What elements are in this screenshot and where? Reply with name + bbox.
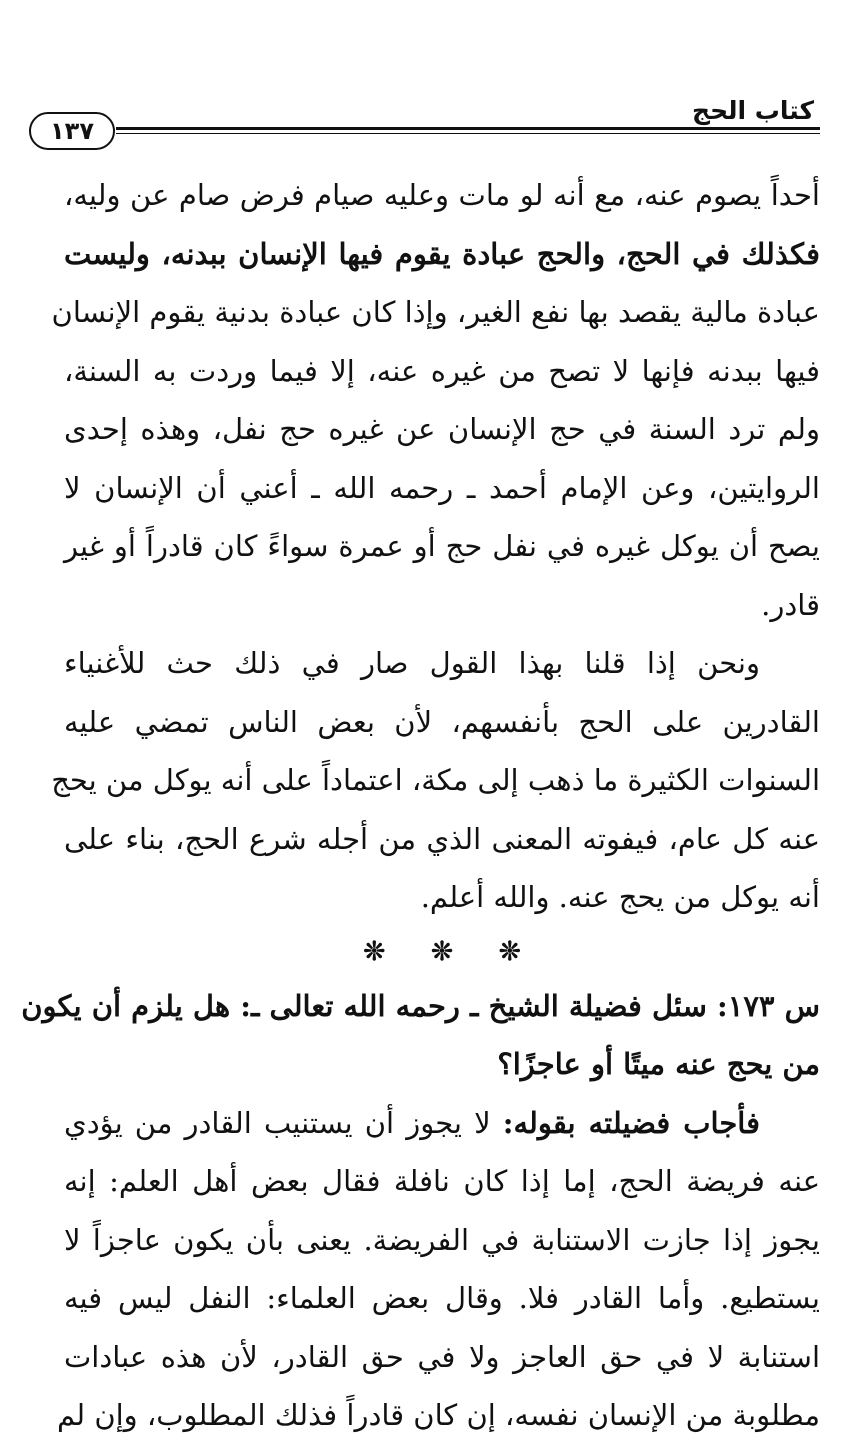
text-line: القادرين على الحج بأنفسهم، لأن بعض الناس تمضي عليه: [64, 704, 820, 739]
text-line: عبادة مالية يقصد بها نفع الغير، وإذا كان عبادة بدنية يقوم الإنسان: [51, 295, 820, 329]
asterism-icon: ❊: [498, 936, 521, 967]
answer-first-line: [64, 1094, 820, 1153]
answer-block: [56, 1094, 820, 1445]
text-line: الروايتين، وعن الإمام أحمد ـ رحمه الله ـ أعني أن الإنسان لا: [64, 470, 820, 505]
paragraph-1: [51, 166, 820, 634]
asterism-icon: ❊: [363, 936, 386, 967]
text-line: استنابة لا في حق العاجز ولا في حق القادر، لأن هذه عبادات: [64, 1339, 820, 1374]
book-title: كتاب الحج: [692, 96, 814, 125]
page-number: ١٣٧: [29, 112, 115, 150]
text-line: فكذلك في الحج، والحج عبادة يقوم فيها الإنسان ببدنه، وليست: [64, 236, 820, 271]
text-line: ونحن إذا قلنا بهذا القول صار في ذلك حث للأغنياء: [64, 646, 760, 680]
text-line: أنه يوكل من يحج عنه. والله أعلم.: [420, 880, 820, 914]
text-line: ولم ترد السنة في حج الإنسان عن غيره حج نفل، وهذه إحدى: [64, 412, 820, 446]
text-line: يصح أن يوكل غيره في نفل حج أو عمرة سواءً كان قادراً أو غير: [64, 529, 820, 563]
answer-lead: فأجاب فضيلته بقوله:: [502, 1105, 760, 1140]
text-line: عنه كل عام، فيفوته المعنى الذي من أجله شرع الحج، بناء على: [64, 821, 820, 856]
text-line: السنوات الكثيرة ما ذهب إلى مكة، اعتماداً على أنه يوكل من يحج: [51, 763, 820, 797]
question-line: س ١٧٣: سئل فضيلة الشيخ ـ رحمه الله تعالى ـ: هل يلزم أن يكون: [21, 988, 820, 1023]
answer-first-line-rest: لا يجوز أن يستنيب القادر من يؤدي: [64, 1105, 503, 1140]
text-line: يستطيع. وأما القادر فلا. وقال بعض العلماء: النفل ليس فيه: [64, 1281, 820, 1315]
question-line: من يحج عنه ميتًا أو عاجزًا؟: [497, 1047, 820, 1081]
question-block: [21, 977, 820, 1094]
header-rule-thick: [116, 127, 820, 130]
text-line: قادر.: [761, 587, 820, 622]
text-line: فيها ببدنه فإنها لا تصح من غيره عنه، إلا فيما وردت به السنة،: [64, 353, 820, 388]
text-line: مطلوبة من الإنسان نفسه، إن كان قادراً فذلك المطلوب، وإن لم: [56, 1398, 820, 1432]
asterism-icon: ❊: [431, 936, 453, 967]
paragraph-2: [51, 634, 820, 927]
text-line: عنه فريضة الحج، إما إذا كان نافلة فقال بعض أهل العلم: إنه: [64, 1164, 820, 1198]
page-header: [20, 96, 820, 156]
page-body: [21, 166, 820, 1445]
header-rule-thin: [116, 133, 820, 134]
section-divider: [64, 927, 820, 977]
text-line: يجوز إذا جازت الاستنابة في الفريضة. يعنى بأن يكون عاجزاً لا: [64, 1222, 820, 1257]
text-line: أحداً يصوم عنه، مع أنه لو مات وعليه صيام فرض صام عن وليه،: [64, 178, 820, 212]
